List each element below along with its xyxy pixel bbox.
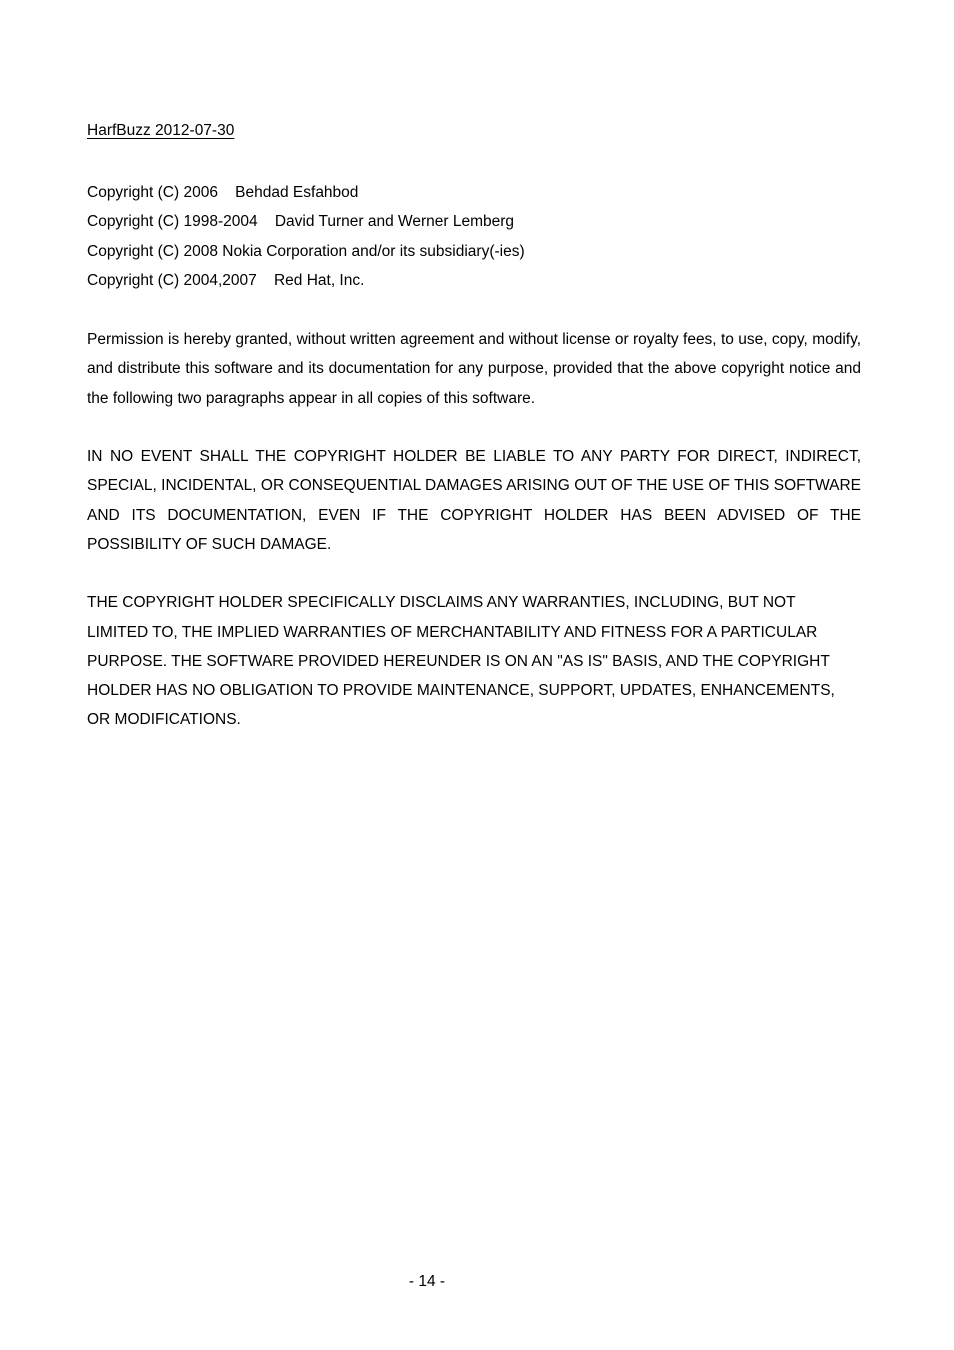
permission-paragraph: Permission is hereby granted, without written agreement and without license or royalty fees, to use, copy, modify, and distribute this software and its documentation for any purpose, provided that the above copyright notice and the following two paragraphs appear in all copies of this software. [87, 331, 861, 407]
copyright-list [87, 178, 861, 295]
liability-paragraph: IN NO EVENT SHALL THE COPYRIGHT HOLDER BE LIABLE TO ANY PARTY FOR DIRECT, INDIRECT, SPECIAL, INCIDENTAL, OR CONSEQUENTIAL DAMAGES ARISING OUT OF THE USE OF THIS SOFTWARE AND ITS DOCUMENTATION, EVEN IF THE COPYRIGHT HOLDER HAS BEEN ADVISED OF THE POSSIBILITY OF SUCH DAMAGE. [87, 448, 861, 553]
copyright-line: Copyright (C) 1998-2004 David Turner and Werner Lemberg [87, 213, 515, 231]
page-number: - 14 - [408, 1273, 446, 1290]
document-body [87, 121, 861, 735]
copyright-line: Copyright (C) 2004,2007 Red Hat, Inc. [87, 271, 365, 289]
disclaimer-paragraph: THE COPYRIGHT HOLDER SPECIFICALLY DISCLAIMS ANY WARRANTIES, INCLUDING, BUT NOT LIMITED TO, THE IMPLIED WARRANTIES OF MERCHANTABILITY AND FITNESS FOR A PARTICULAR PURPOSE. THE SOFTWARE PROVIDED HEREUNDER IS ON AN "AS IS" BASIS, AND THE COPYRIGHT HOLDER HAS NO OBLIGATION TO PROVIDE MAINTENANCE, SUPPORT, UPDATES, ENHANCEMENTS, OR MODIFICATIONS. [87, 594, 835, 729]
copyright-line: Copyright (C) 2006 Behdad Esfahbod [87, 184, 359, 201]
document-title: HarfBuzz 2012-07-30 [87, 122, 235, 139]
copyright-line: Copyright (C) 2008 Nokia Corporation and/or its subsidiary(-ies) [87, 242, 525, 260]
